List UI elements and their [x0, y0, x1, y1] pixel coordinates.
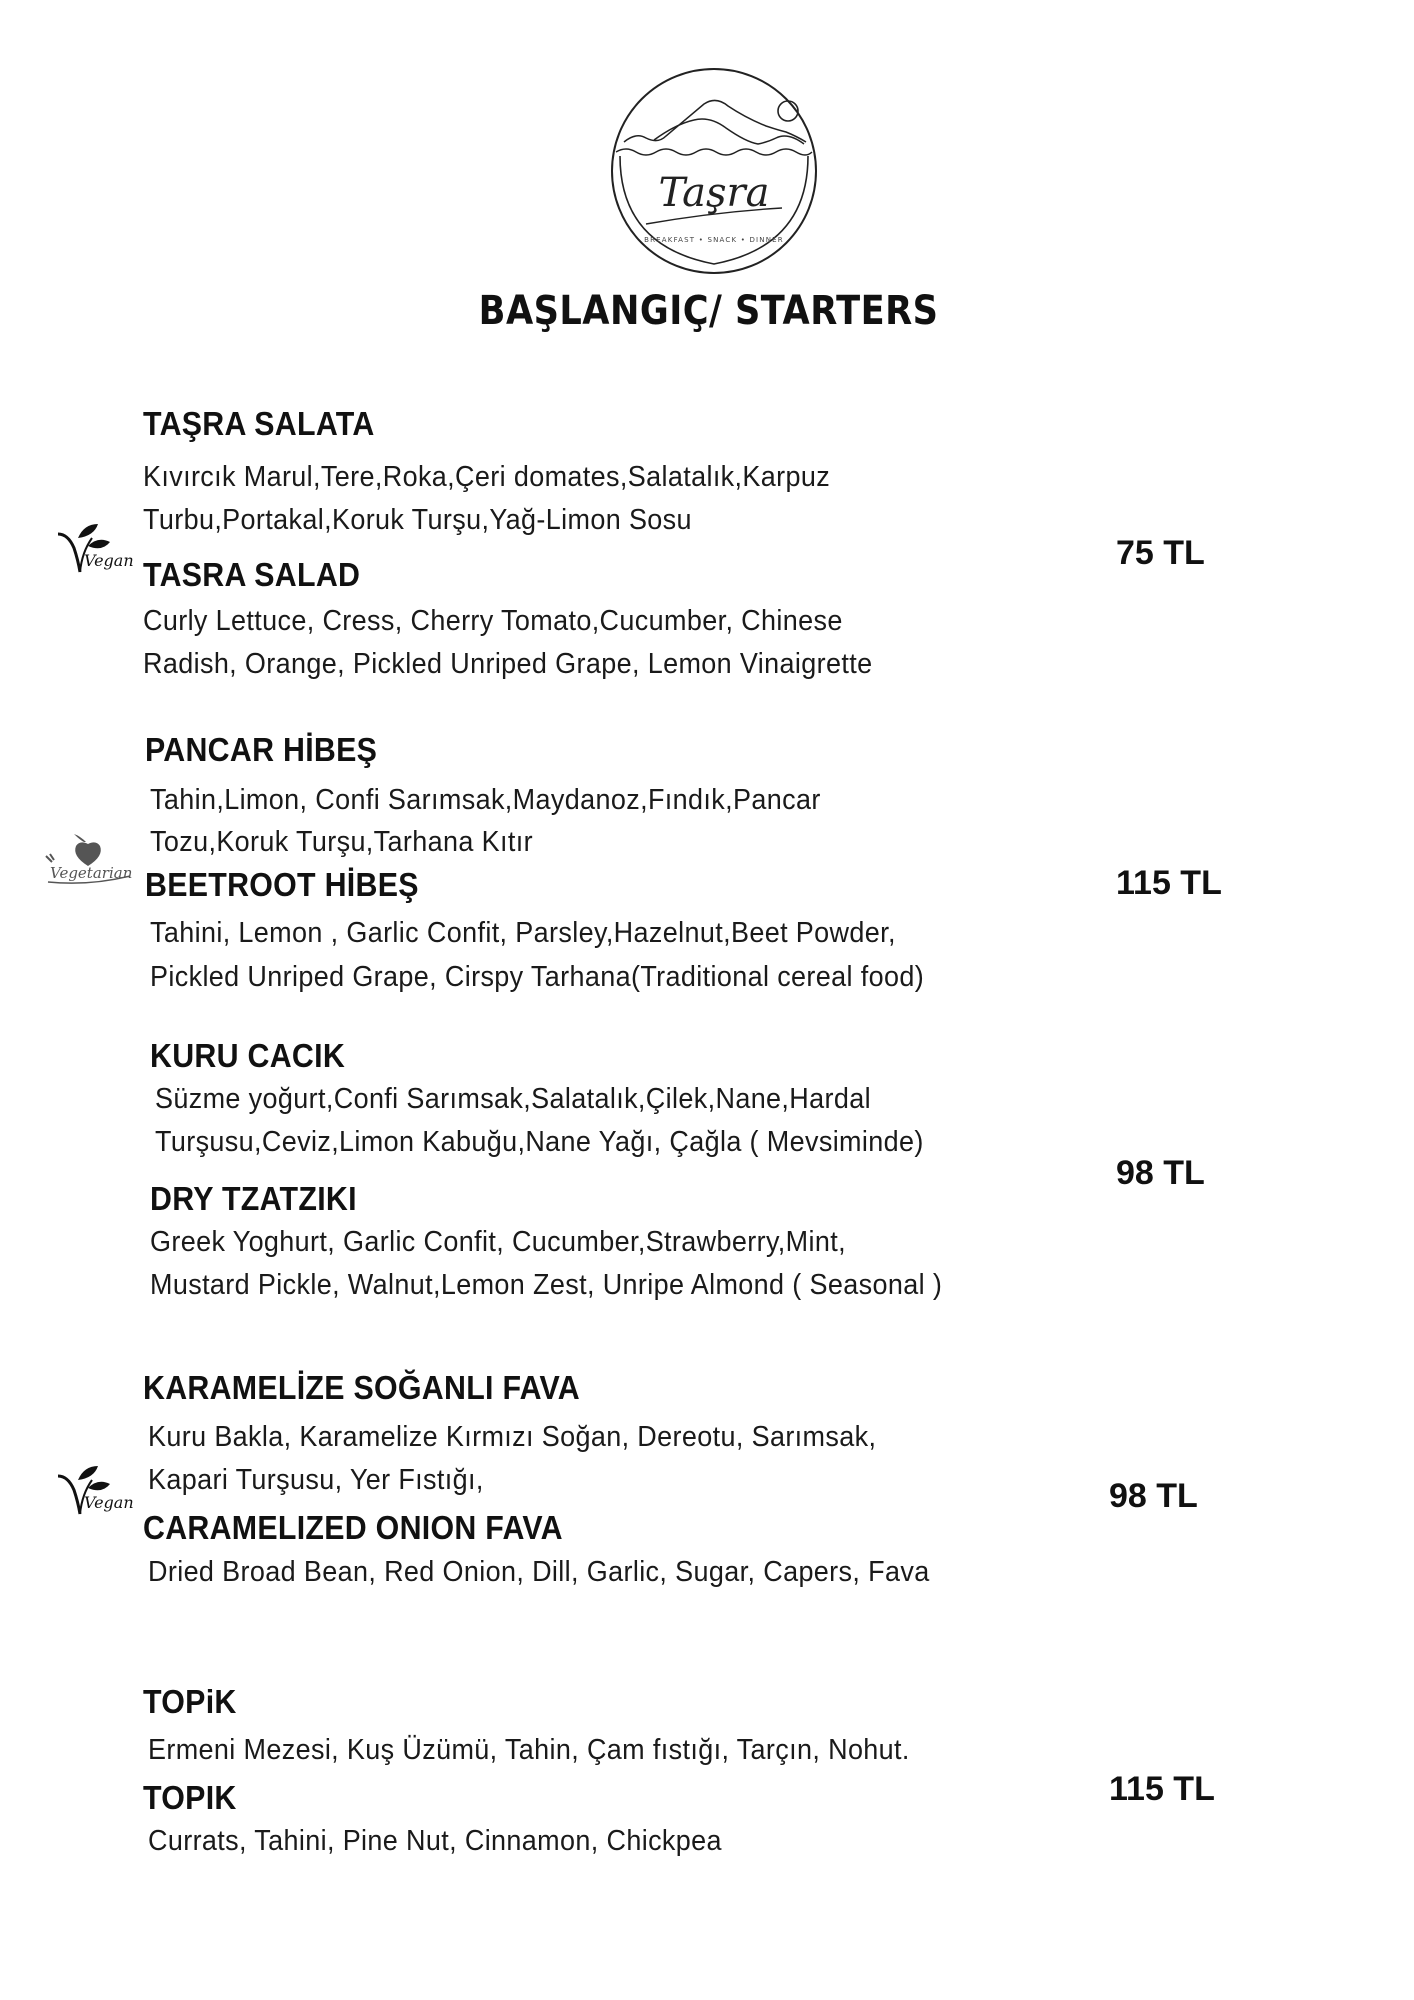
item-desc-en-line: Radish, Orange, Pickled Unriped Grape, Lemon Vinaigrette	[143, 648, 873, 680]
item-name-tr: PANCAR HİBEŞ	[145, 731, 378, 768]
item-desc-tr-line: Ermeni Mezesi, Kuş Üzümü, Tahin, Çam fıstığı, Tarçın, Nohut.	[148, 1734, 910, 1766]
vegetarian-apple-icon	[40, 832, 136, 888]
item-desc-en-line: Curly Lettuce, Cress, Cherry Tomato,Cucumber, Chinese	[143, 605, 843, 637]
item-desc-en-line: Greek Yoghurt, Garlic Confit, Cucumber,Strawberry,Mint,	[150, 1226, 846, 1258]
item-name-tr: TOPiK	[143, 1683, 237, 1720]
item-desc-tr-line: Süzme yoğurt,Confi Sarımsak,Salatalık,Çilek,Nane,Hardal	[155, 1083, 871, 1115]
logo-wordmark: Taşra	[658, 170, 770, 216]
vegetarian-badge-text: Vegetarian	[50, 864, 133, 882]
item-desc-tr-line: Turşusu,Ceviz,Limon Kabuğu,Nane Yağı, Çağla ( Mevsiminde)	[155, 1126, 924, 1158]
item-price: 75 TL	[1116, 534, 1205, 572]
restaurant-logo	[606, 66, 822, 276]
item-name-en: TOPIK	[143, 1779, 237, 1816]
page-title: BAŞLANGIÇ/ STARTERS	[478, 288, 939, 334]
item-desc-tr-line: Turbu,Portakal,Koruk Turşu,Yağ-Limon Sosu	[143, 504, 692, 536]
item-price: 98 TL	[1109, 1477, 1198, 1515]
logo-emblem	[606, 66, 822, 276]
logo-tagline: BREAKFAST • SNACK • DINNER	[644, 236, 784, 244]
item-name-en: DRY TZATZIKI	[150, 1180, 357, 1217]
vegan-leaf-icon	[54, 1460, 134, 1520]
item-desc-tr-line: Kıvırcık Marul,Tere,Roka,Çeri domates,Salatalık,Karpuz	[143, 461, 831, 493]
item-name-tr: KARAMELİZE SOĞANLI FAVA	[143, 1369, 581, 1406]
item-desc-tr-line: Tozu,Koruk Turşu,Tarhana Kıtır	[150, 826, 533, 858]
item-name-tr: KURU CACIK	[150, 1037, 346, 1074]
item-desc-en-line: Pickled Unriped Grape, Cirspy Tarhana(Traditional cereal food)	[150, 961, 925, 993]
item-name-en: TASRA SALAD	[143, 556, 361, 593]
item-price: 115 TL	[1116, 864, 1222, 902]
item-price: 115 TL	[1109, 1770, 1215, 1808]
item-desc-tr-line: Kapari Turşusu, Yer Fıstığı,	[148, 1464, 484, 1496]
item-desc-tr-line: Kuru Bakla, Karamelize Kırmızı Soğan, Dereotu, Sarımsak,	[148, 1421, 877, 1453]
item-price: 98 TL	[1116, 1154, 1205, 1192]
vegan-leaf-icon	[54, 518, 134, 578]
item-desc-en-line: Currats, Tahini, Pine Nut, Cinnamon, Chickpea	[148, 1825, 722, 1857]
item-desc-en-line: Tahini, Lemon , Garlic Confit, Parsley,Hazelnut,Beet Powder,	[150, 917, 896, 949]
vegan-badge-text: Vegan	[84, 551, 134, 570]
item-name-en: BEETROOT HİBEŞ	[145, 866, 419, 903]
item-name-tr: TAŞRA SALATA	[143, 405, 375, 442]
item-desc-en-line: Dried Broad Bean, Red Onion, Dill, Garlic, Sugar, Capers, Fava	[148, 1556, 930, 1588]
item-desc-en-line: Mustard Pickle, Walnut,Lemon Zest, Unripe Almond ( Seasonal )	[150, 1269, 943, 1301]
vegan-badge-text: Vegan	[84, 1493, 134, 1512]
item-desc-tr-line: Tahin,Limon, Confi Sarımsak,Maydanoz,Fındık,Pancar	[150, 784, 821, 816]
item-name-en: CARAMELIZED ONION FAVA	[143, 1509, 563, 1546]
